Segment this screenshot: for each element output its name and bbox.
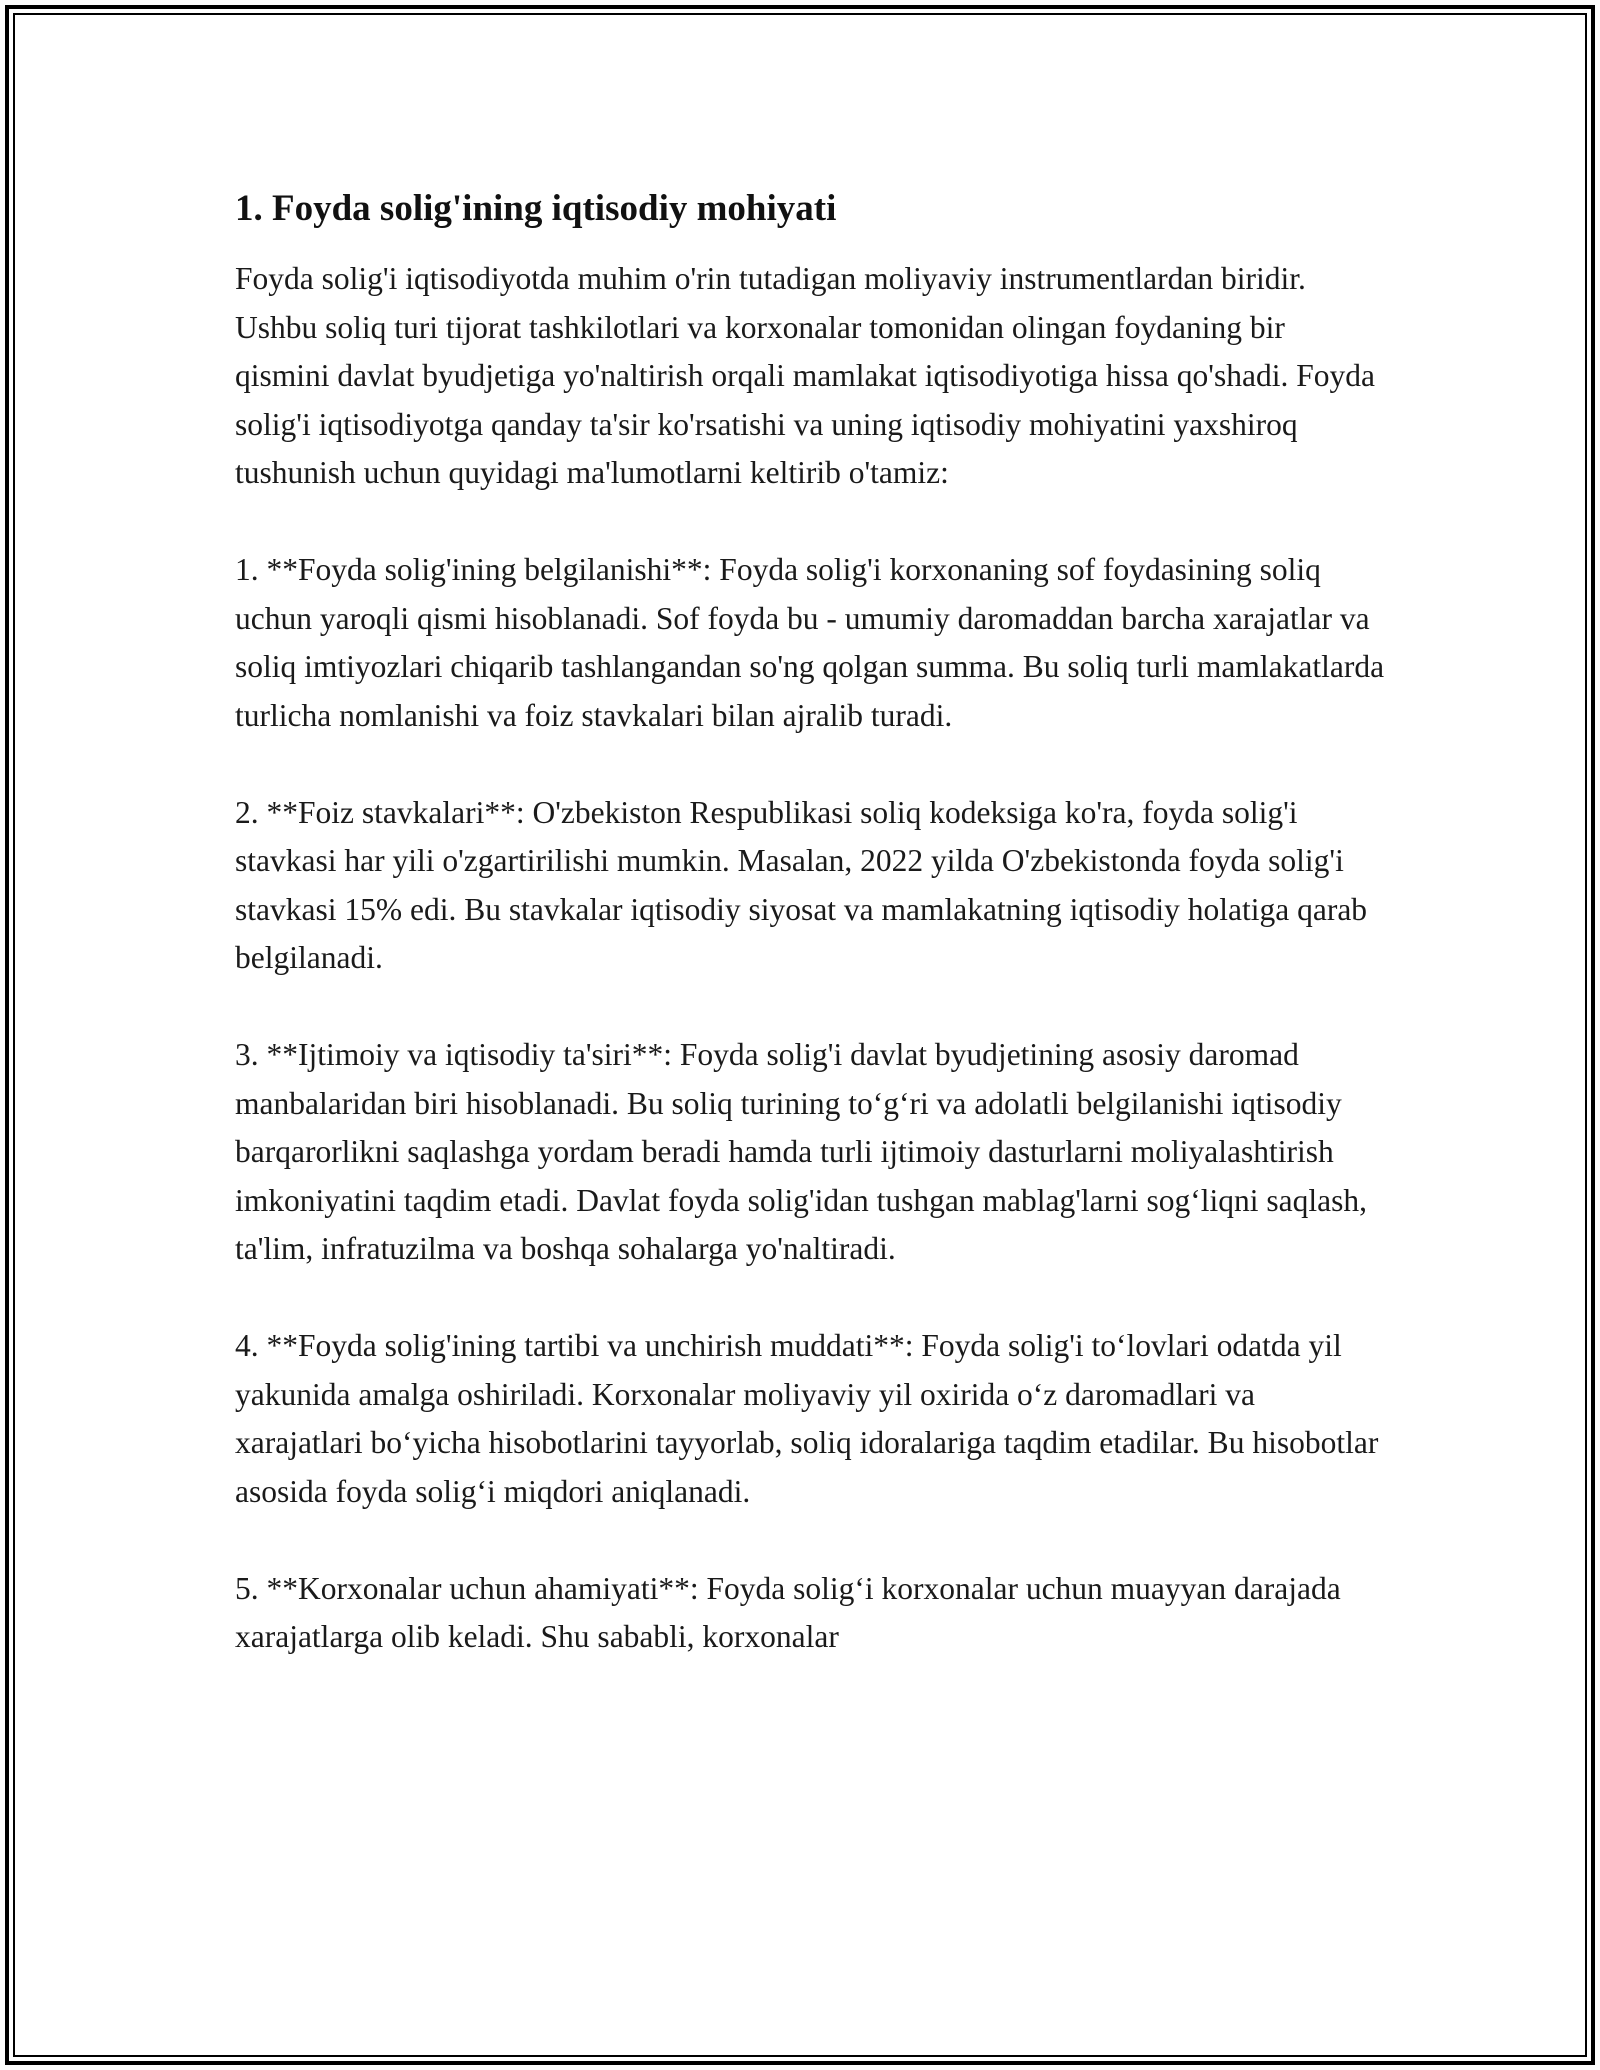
paragraph-point-4: 4. **Foyda solig'ining tartibi va unchirish muddati**: Foyda solig'i to‘lovlari odatda yil yakunida amalga oshiriladi. Korxonalar moliyaviy yil oxirida o‘z daromadlari va xarajatlari bo‘yicha hisobotlarini tayyorlab, soliq idoralariga taqdim etadilar. Bu hisobotlar asosida foyda solig‘i miqdori aniqlanadi. xyxy=(235,1328,1379,1509)
paragraph-point-1: 1. **Foyda solig'ining belgilanishi**: Foyda solig'i korxonaning sof foydasining soliq uchun yaroqli qismi hisoblanadi. Sof foyda bu - umumiy daromaddan barcha xarajatlar va soliq imtiyozlari chiqarib tashlangandan so'ng qolgan summa. Bu soliq turli mamlakatlarda turlicha nomlanishi va foiz stavkalari bilan ajralib turadi. xyxy=(235,552,1385,733)
paragraph-point-2: 2. **Foiz stavkalari**: O'zbekiston Respublikasi soliq kodeksiga ko'ra, foyda solig'i stavkasi har yili o'zgartirilishi mumkin. Masalan, 2022 yilda O'zbekistonda foyda solig'i stavkasi 15% edi. Bu stavkalar iqtisodiy siyosat va mamlakatning iqtisodiy holatiga qarab belgilanadi. xyxy=(235,794,1368,975)
paragraph-point-5: 5. **Korxonalar uchun ahamiyati**: Foyda solig‘i korxonalar uchun muayyan darajada xarajatlarga olib keladi. Shu sababli, korxonalar xyxy=(235,1570,1341,1654)
document-body xyxy=(235,185,1385,1662)
paragraph-intro: Foyda solig'i iqtisodiyotda muhim o'rin tutadigan moliyaviy instrumentlardan biridir. Ushbu soliq turi tijorat tashkilotlari va korxonalar tomonidan olingan foydaning bir qismini davlat byudjetiga yo'naltirish orqali mamlakat iqtisodiyotiga hissa qo'shadi. Foyda solig'i iqtisodiyotga qanday ta'sir ko'rsatishi va uning iqtisodiy mohiyatini yaxshiroq tushunish uchun quyidagi ma'lumotlarni keltirib o'tamiz: xyxy=(235,261,1375,490)
section-heading: 1. Foyda solig'ining iqtisodiy mohiyati xyxy=(235,188,837,229)
paragraph-point-3: 3. **Ijtimoiy va iqtisodiy ta'siri**: Foyda solig'i davlat byudjetining asosiy daromad manbalaridan biri hisoblanadi. Bu soliq turining to‘g‘ri va adolatli belgilanishi iqtisodiy barqarorlikni saqlashga yordam beradi hamda turli ijtimoiy dasturlarni moliyalashtirish imkoniyatini taqdim etadi. Davlat foyda solig'idan tushgan mablag'larni sog‘liqni saqlash, ta'lim, infratuzilma va boshqa sohalarga yo'naltiradi. xyxy=(235,1037,1368,1266)
